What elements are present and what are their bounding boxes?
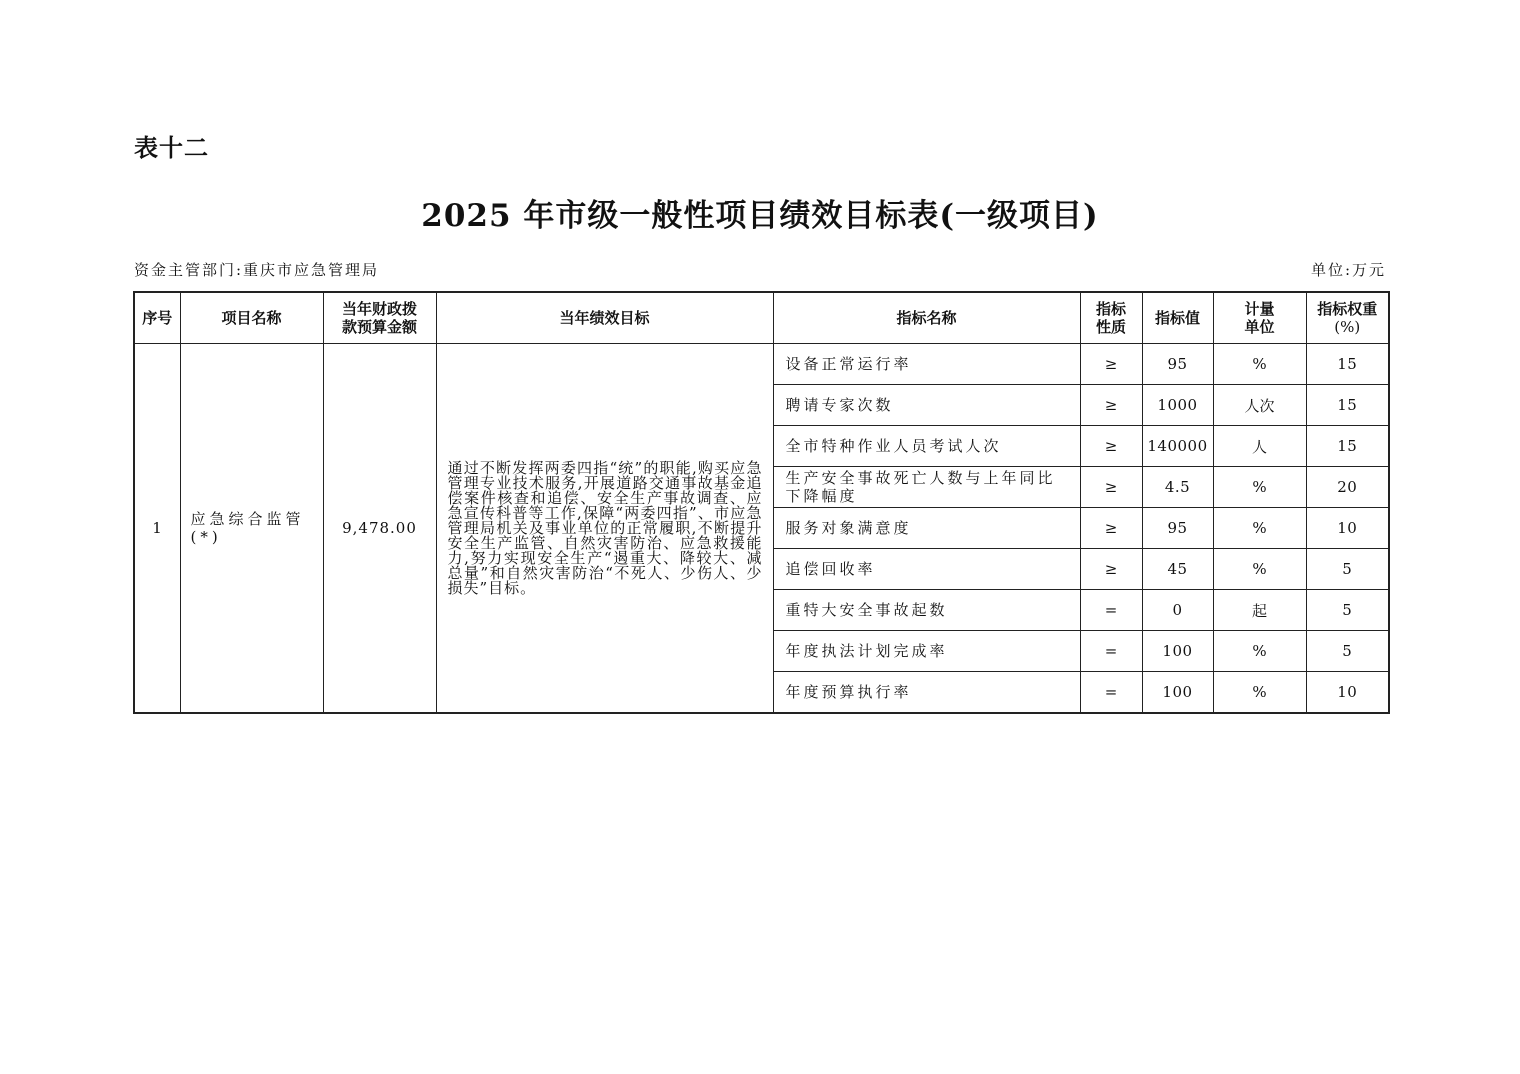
currency-unit: 单位:万元 xyxy=(1310,261,1386,279)
performance-target-table xyxy=(133,291,1390,714)
indicator-unit: % xyxy=(1213,672,1306,714)
header-value: 指标值 xyxy=(1142,292,1213,344)
table-number: 表十二 xyxy=(134,134,209,162)
indicator-name: 生产安全事故死亡人数与上年同比下降幅度 xyxy=(773,467,1080,508)
indicator-nature: ≥ xyxy=(1080,344,1142,385)
indicator-nature: ≥ xyxy=(1080,426,1142,467)
indicator-unit: 人 xyxy=(1213,426,1306,467)
indicator-unit: % xyxy=(1213,344,1306,385)
header-goal: 当年绩效目标 xyxy=(436,292,773,344)
indicator-nature: ≥ xyxy=(1080,467,1142,508)
indicator-value: 0 xyxy=(1142,590,1213,631)
indicator-unit: 人次 xyxy=(1213,385,1306,426)
indicator-value: 140000 xyxy=(1142,426,1213,467)
project-budget: 9,478.00 xyxy=(323,344,436,714)
indicator-nature: ≥ xyxy=(1080,549,1142,590)
indicator-nature: ≥ xyxy=(1080,385,1142,426)
indicator-weight: 5 xyxy=(1306,631,1389,672)
indicator-unit: % xyxy=(1213,631,1306,672)
indicator-weight: 10 xyxy=(1306,508,1389,549)
indicator-name: 设备正常运行率 xyxy=(773,344,1080,385)
indicator-name: 重特大安全事故起数 xyxy=(773,590,1080,631)
indicator-name: 服务对象满意度 xyxy=(773,508,1080,549)
header-nature-line1: 指标 xyxy=(1095,300,1126,318)
indicator-name: 追偿回收率 xyxy=(773,549,1080,590)
table-header-row xyxy=(134,292,1389,344)
header-weight xyxy=(1306,292,1389,344)
indicator-unit: % xyxy=(1213,508,1306,549)
indicator-weight: 15 xyxy=(1306,344,1389,385)
indicator-weight: 10 xyxy=(1306,672,1389,714)
indicator-unit: % xyxy=(1213,467,1306,508)
funding-department: 资金主管部门:重庆市应急管理局 xyxy=(134,261,380,279)
project-goal: 通过不断发挥两委四指“统”的职能,购买应急管理专业技术服务,开展道路交通事故基金追偿案件核查和追偿、安全生产事故调查、应急宣传科普等工作,保障“两委四指”、市应急管理局机关及事业单位的正常履职,不断提升安全生产监管、自然灾害防治、应急救援能力,努力实现安全生产“遏重大、降较大、减总量”和自然灾害防治“不死人、少伤人、少损失”目标。 xyxy=(436,344,773,714)
header-seq: 序号 xyxy=(134,292,180,344)
header-indicator-name: 指标名称 xyxy=(773,292,1080,344)
indicator-value: 100 xyxy=(1142,631,1213,672)
project-name: 应急综合监管(*) xyxy=(180,344,323,714)
header-measure-unit xyxy=(1213,292,1306,344)
indicator-name: 年度预算执行率 xyxy=(773,672,1080,714)
header-measure-line1: 计量 xyxy=(1244,300,1275,318)
header-weight-line2: (%) xyxy=(1334,318,1361,336)
header-budget-line2: 款预算金额 xyxy=(341,318,417,336)
header-weight-line1: 指标权重 xyxy=(1317,300,1378,318)
indicator-nature: = xyxy=(1080,590,1142,631)
indicator-name: 年度执法计划完成率 xyxy=(773,631,1080,672)
indicator-value: 95 xyxy=(1142,508,1213,549)
indicator-name: 全市特种作业人员考试人次 xyxy=(773,426,1080,467)
project-seq: 1 xyxy=(134,344,180,714)
header-nature xyxy=(1080,292,1142,344)
header-nature-line2: 性质 xyxy=(1095,318,1126,336)
indicator-value: 45 xyxy=(1142,549,1213,590)
indicator-nature: = xyxy=(1080,631,1142,672)
indicator-name: 聘请专家次数 xyxy=(773,385,1080,426)
indicator-weight: 5 xyxy=(1306,549,1389,590)
indicator-unit: % xyxy=(1213,549,1306,590)
indicator-unit: 起 xyxy=(1213,590,1306,631)
indicator-weight: 20 xyxy=(1306,467,1389,508)
indicator-weight: 5 xyxy=(1306,590,1389,631)
header-measure-line2: 单位 xyxy=(1244,318,1275,336)
indicator-value: 1000 xyxy=(1142,385,1213,426)
indicator-weight: 15 xyxy=(1306,426,1389,467)
header-project-name: 项目名称 xyxy=(180,292,323,344)
header-budget xyxy=(323,292,436,344)
indicator-weight: 15 xyxy=(1306,385,1389,426)
indicator-value: 95 xyxy=(1142,344,1213,385)
document-title: 2025 年市级一般性项目绩效目标表(一级项目) xyxy=(421,198,1099,234)
header-budget-line1: 当年财政拨 xyxy=(341,300,417,318)
table-row xyxy=(134,344,1389,385)
indicator-value: 100 xyxy=(1142,672,1213,714)
indicator-value: 4.5 xyxy=(1142,467,1213,508)
indicator-nature: = xyxy=(1080,672,1142,714)
indicator-nature: ≥ xyxy=(1080,508,1142,549)
